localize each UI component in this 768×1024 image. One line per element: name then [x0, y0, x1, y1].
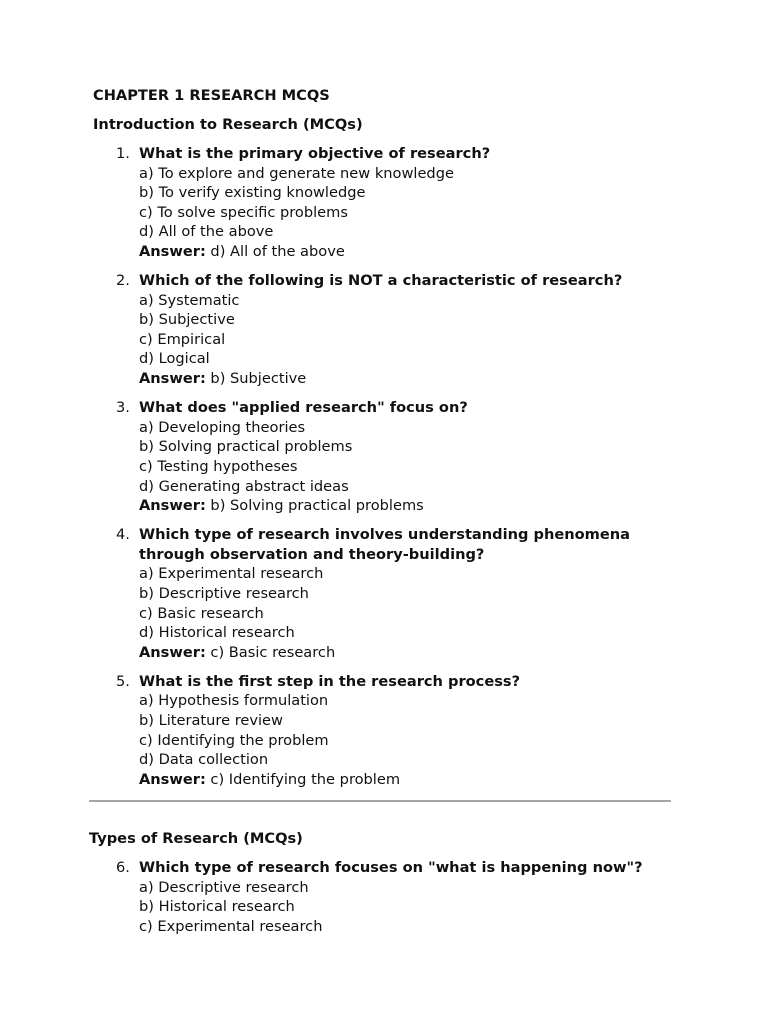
answer-option: b) Historical research — [139, 898, 295, 916]
answer-option: b) Descriptive research — [139, 584, 309, 602]
answer-option: b) To verify existing knowledge — [139, 184, 366, 202]
question-item — [0, 271, 768, 389]
answer-label: Answer: — [139, 643, 206, 661]
answer-option: a) Systematic — [139, 291, 240, 309]
question-number: 2. — [116, 272, 130, 290]
question-text: What is the primary objective of research? — [139, 145, 491, 162]
answer-option: a) Descriptive research — [139, 878, 309, 896]
answer-option: b) Literature review — [139, 712, 283, 730]
section-heading-introduction: Introduction to Research (MCQs) — [93, 116, 363, 133]
correct-answer — [139, 242, 678, 262]
correct-answer — [139, 496, 678, 516]
answer-value: d) All of the above — [205, 242, 345, 260]
correct-answer — [139, 770, 678, 790]
question-list-types — [0, 858, 768, 946]
answer-option: c) To solve specific problems — [139, 203, 348, 221]
question-text: What is the first step in the research process? — [139, 672, 521, 690]
question-text: Which type of research focuses on "what is happening now"? — [139, 859, 643, 876]
question-item — [0, 858, 768, 936]
answer-option: b) Solving practical problems — [139, 438, 353, 456]
answer-option: a) Experimental research — [139, 565, 324, 583]
answer-label: Answer: — [139, 370, 206, 388]
section-divider — [89, 800, 671, 802]
section-heading-types: Types of Research (MCQs) — [89, 830, 303, 847]
answer-option: c) Experimental research — [139, 917, 323, 935]
question-number: 3. — [116, 399, 130, 417]
answer-option: c) Empirical — [139, 330, 226, 348]
answer-option: a) Developing theories — [139, 418, 306, 436]
answer-label: Answer: — [139, 770, 206, 788]
answer-label: Answer: — [139, 497, 206, 515]
answer-value: c) Identifying the problem — [205, 770, 401, 788]
question-list-introduction — [0, 144, 768, 799]
answer-option: d) Logical — [139, 350, 210, 368]
answer-option: d) Historical research — [139, 624, 295, 642]
answer-option: c) Testing hypotheses — [139, 457, 298, 475]
answer-label: Answer: — [139, 242, 206, 260]
question-text: Which type of research involves understanding phenomena through observation and theory-building? — [139, 526, 631, 563]
question-item — [0, 672, 768, 790]
question-number: 1. — [116, 145, 130, 162]
answer-option: d) Generating abstract ideas — [139, 477, 349, 495]
question-item — [0, 144, 768, 262]
answer-option: a) Hypothesis formulation — [139, 692, 329, 710]
question-item — [0, 525, 768, 662]
answer-option: a) To explore and generate new knowledge — [139, 164, 454, 182]
answer-option: b) Subjective — [139, 311, 235, 329]
answer-option: d) All of the above — [139, 223, 274, 241]
question-text: What does "applied research" focus on? — [139, 399, 468, 417]
answer-option: c) Identifying the problem — [139, 731, 329, 749]
question-number: 4. — [116, 526, 130, 544]
answer-option: d) Data collection — [139, 751, 269, 769]
correct-answer — [139, 643, 678, 663]
question-item — [0, 398, 768, 516]
question-number: 5. — [116, 672, 130, 690]
question-number: 6. — [116, 859, 130, 876]
correct-answer — [139, 369, 678, 389]
document-title: CHAPTER 1 RESEARCH MCQS — [93, 87, 330, 104]
answer-option: c) Basic research — [139, 604, 264, 622]
answer-value: c) Basic research — [205, 643, 336, 661]
question-text: Which of the following is NOT a characteristic of research? — [139, 272, 623, 290]
answer-value: b) Solving practical problems — [205, 497, 424, 515]
answer-value: b) Subjective — [205, 370, 307, 388]
